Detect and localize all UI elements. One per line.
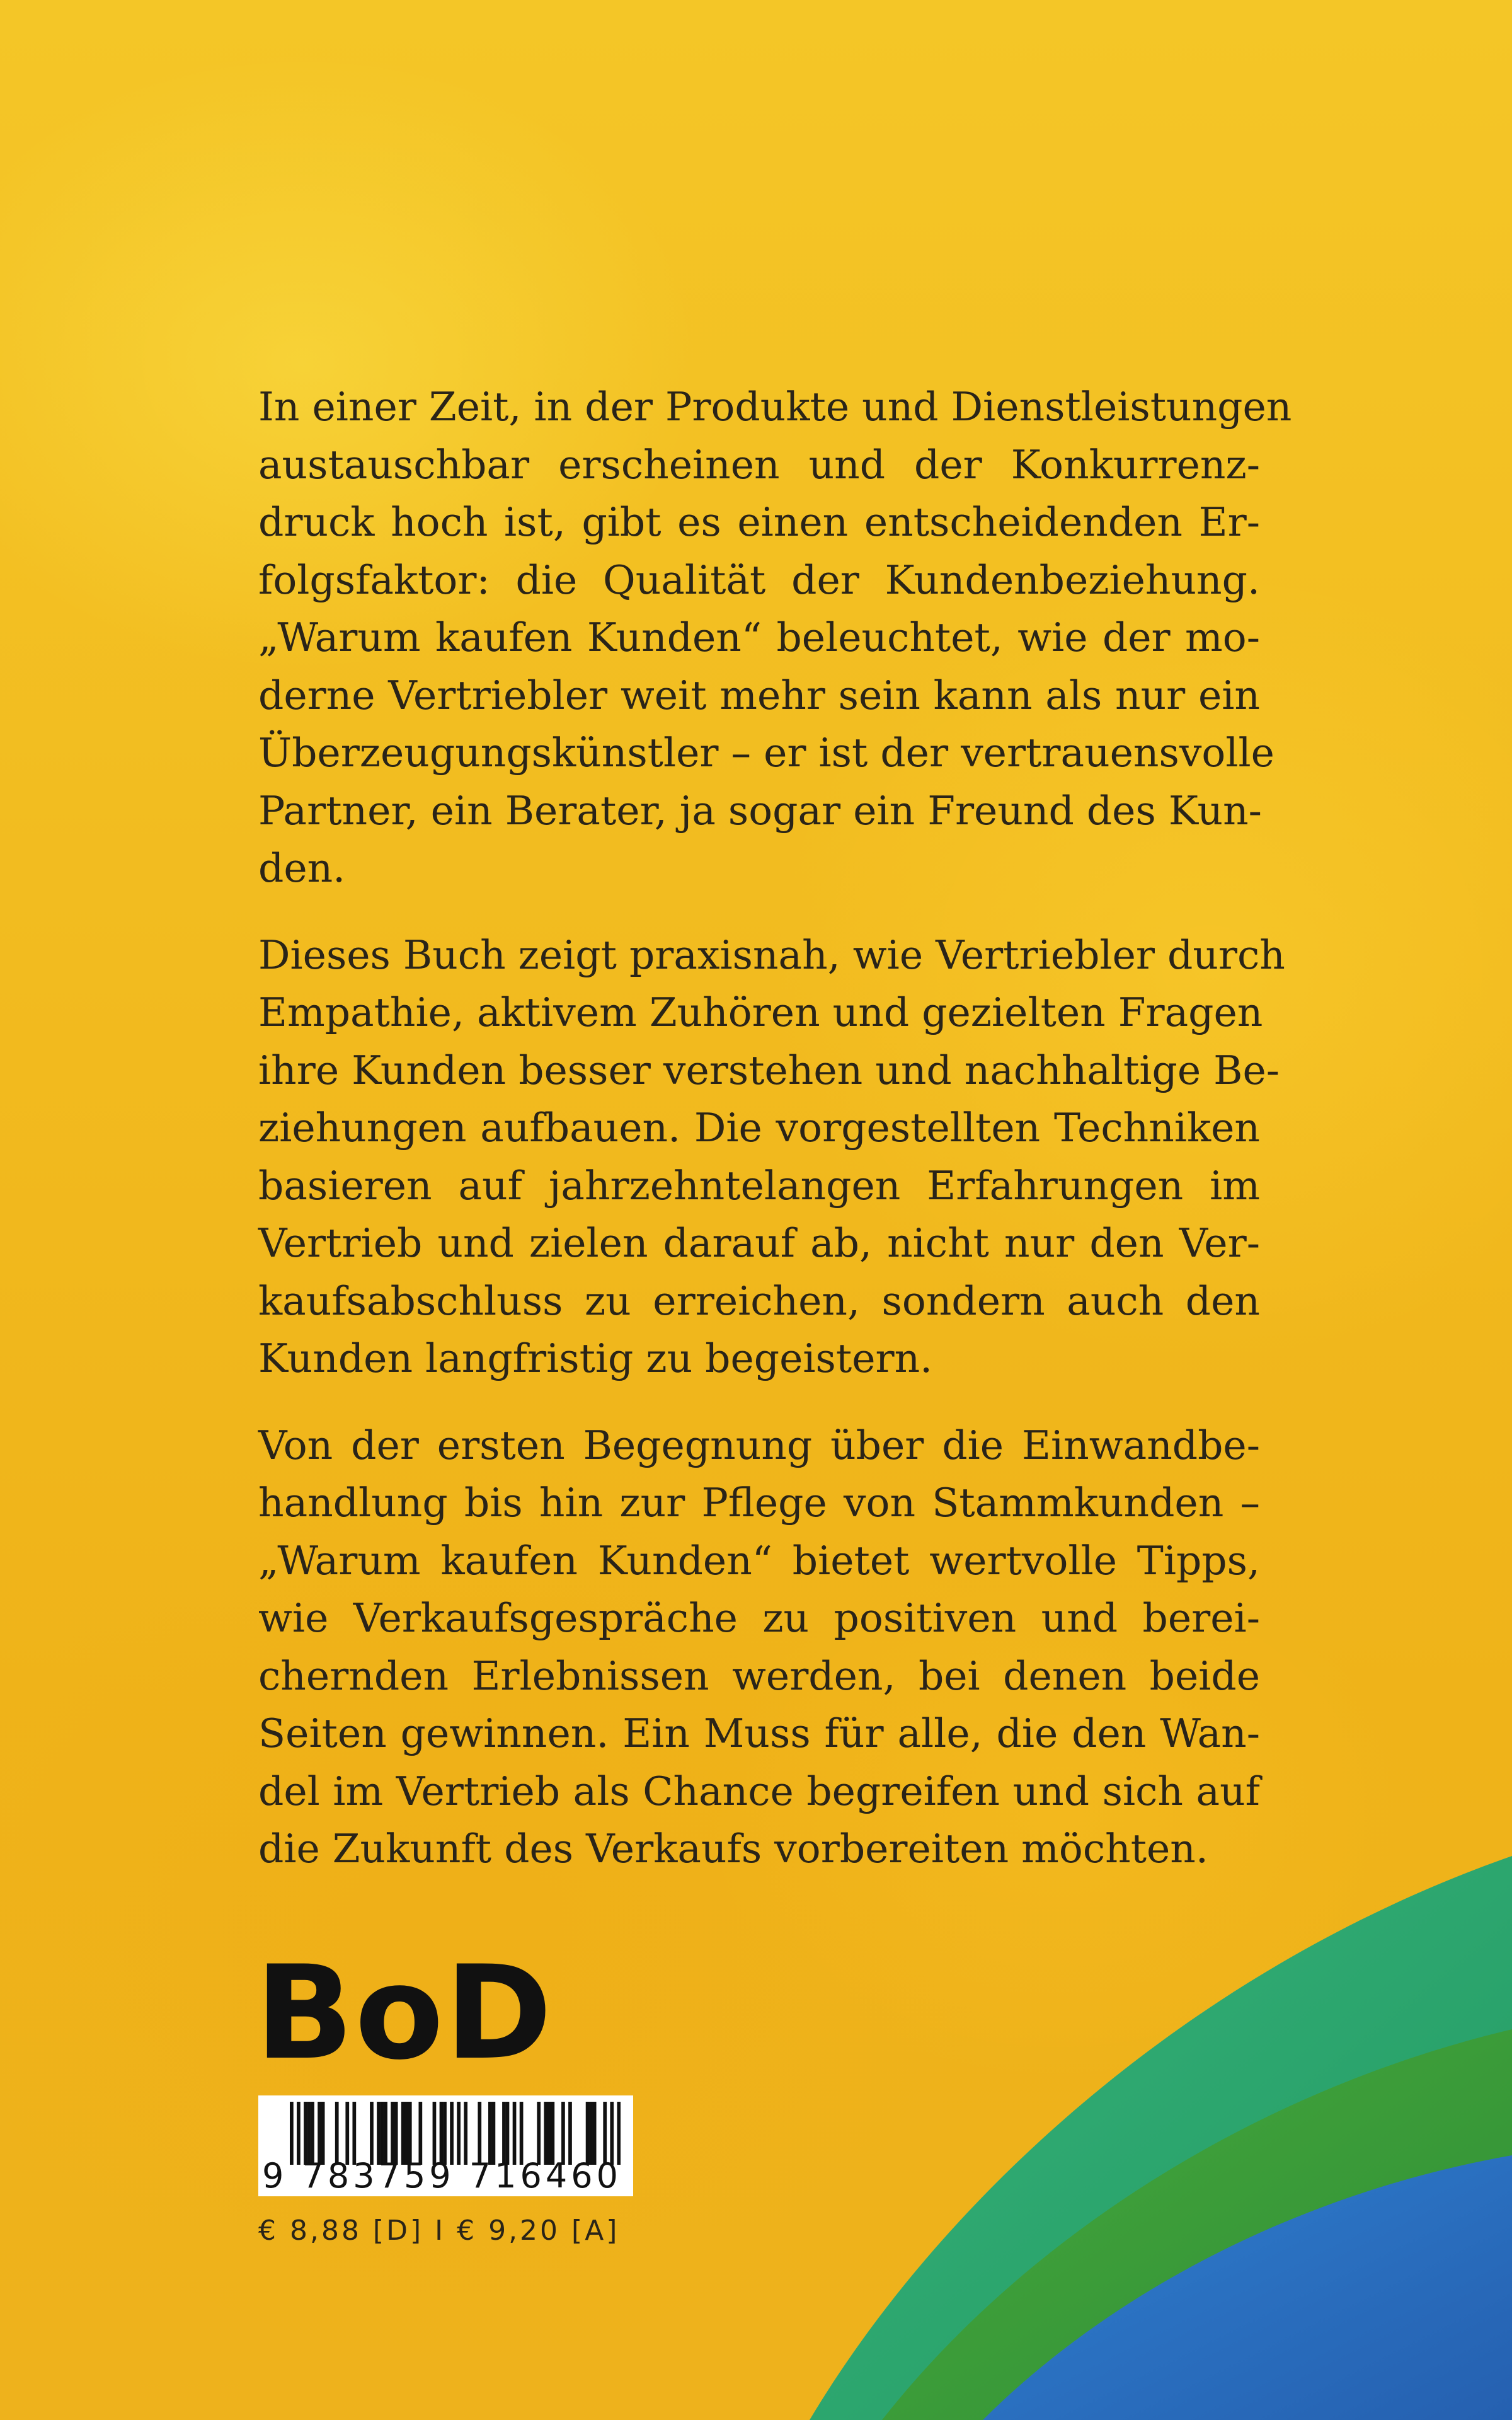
barcode-bar <box>593 2102 597 2165</box>
price-label: € 8,88 [D] I € 9,20 [A] <box>258 2215 620 2247</box>
barcode-bar <box>321 2102 325 2165</box>
barcode-bar <box>443 2102 447 2165</box>
blurb-line: kaufsabschluss zu erreichen, sondern auch den <box>258 1277 1260 1324</box>
blurb-line: Empathie, aktivem Zuhören und gezielten Fragen <box>258 989 1263 1035</box>
barcode-bar <box>307 2102 311 2165</box>
barcode-bar <box>488 2102 492 2165</box>
barcode-bar <box>352 2102 356 2165</box>
blurb-line: chernden Erlebnissen werden, bei denen beide <box>258 1652 1260 1699</box>
barcode-bar <box>478 2102 481 2165</box>
barcode-bar <box>561 2102 565 2165</box>
blurb-line: ziehungen aufbauen. Die vorgestellten Techniken <box>258 1105 1260 1151</box>
barcode-bar <box>335 2102 339 2165</box>
barcode-bar <box>586 2102 590 2165</box>
blurb-line: basieren auf jahrzehntelangen Erfahrungen im <box>258 1162 1260 1209</box>
barcode-bar <box>391 2102 394 2165</box>
barcode-bar <box>544 2102 547 2165</box>
barcode-bar <box>377 2102 381 2165</box>
barcode-bar <box>440 2102 444 2165</box>
blurb-paragraph-3 <box>258 1417 1260 1878</box>
barcode-bar <box>370 2102 374 2165</box>
blurb-line: Von der ersten Begegnung über die Einwandbe- <box>258 1422 1260 1468</box>
barcode-bar <box>384 2102 387 2165</box>
blurb-paragraph-1 <box>258 378 1292 897</box>
barcode-bar <box>547 2102 551 2165</box>
blurb-line: „Warum kaufen Kunden“ bietet wertvolle Tipps, <box>258 1537 1260 1584</box>
barcode-bar <box>589 2102 593 2165</box>
blurb-line: „Warum kaufen Kunden“ beleuchtet, wie der mo- <box>258 614 1260 660</box>
blurb-line: del im Vertrieb als Chance begreifen und sich auf <box>258 1768 1260 1814</box>
barcode-bar <box>297 2102 301 2165</box>
barcode-bar <box>318 2102 321 2165</box>
barcode-bar <box>551 2102 554 2165</box>
isbn-number: 9 783759 716460 <box>262 2156 622 2196</box>
blurb-line: Vertrieb und zielen darauf ab, nicht nur den Ver- <box>258 1220 1260 1266</box>
barcode-bar <box>433 2102 437 2165</box>
blurb-line: Überzeugungskünstler – er ist der vertrauensvolle <box>258 730 1274 776</box>
barcode-bar <box>408 2102 412 2165</box>
barcode-bar <box>311 2102 314 2165</box>
blurb-line: Dieses Buch zeigt praxisnah, wie Vertriebler durch <box>258 931 1285 978</box>
barcode-bar <box>418 2102 422 2165</box>
blurb-line: den. <box>258 845 346 891</box>
barcode-bar <box>381 2102 384 2165</box>
isbn-barcode <box>258 2095 633 2196</box>
barcode-bar <box>506 2102 510 2165</box>
barcode-bar <box>345 2102 349 2165</box>
blurb-line: wie Verkaufsgespräche zu positiven und berei- <box>258 1595 1260 1641</box>
blurb-paragraph-2 <box>258 926 1285 1388</box>
blurb-line: Seiten gewinnen. Ein Muss für alle, die den Wan- <box>258 1710 1260 1756</box>
blurb-line: Kunden langfristig zu begeistern. <box>258 1335 933 1381</box>
barcode-bar <box>492 2102 496 2165</box>
blurb-line: derne Vertriebler weit mehr sein kann als nur ein <box>258 672 1260 718</box>
barcode-bar <box>290 2102 294 2165</box>
blurb-line: In einer Zeit, in der Produkte und Dienstleistungen <box>258 384 1292 430</box>
blurb-text <box>258 378 1292 1907</box>
blurb-line: druck hoch ist, gibt es einen entscheidenden Er- <box>258 499 1260 545</box>
barcode-bar <box>537 2102 541 2165</box>
publisher-logo: BoD <box>255 1939 554 2089</box>
barcode-bar <box>304 2102 307 2165</box>
barcode-bar <box>513 2102 517 2165</box>
blurb-line: Partner, ein Berater, ja sogar ein Freund des Kun- <box>258 787 1262 834</box>
barcode-bar <box>568 2102 572 2165</box>
blurb-line: die Zukunft des Verkaufs vorbereiten möchten. <box>258 1826 1208 1872</box>
barcode-bar <box>603 2102 607 2165</box>
barcode-bar <box>520 2102 524 2165</box>
blurb-line: ihre Kunden besser verstehen und nachhaltige Be- <box>258 1047 1280 1093</box>
barcode-bars <box>290 2102 621 2165</box>
barcode-bar <box>457 2102 461 2165</box>
barcode-bar <box>401 2102 405 2165</box>
barcode-bar <box>450 2102 454 2165</box>
barcode-bar <box>464 2102 467 2165</box>
barcode-bar <box>502 2102 506 2165</box>
barcode-bar <box>394 2102 398 2165</box>
blurb-line: folgsfaktor: die Qualität der Kundenbeziehung. <box>258 556 1260 603</box>
barcode-bar <box>404 2102 408 2165</box>
barcode-bar <box>617 2102 621 2165</box>
blurb-line: handlung bis hin zur Pflege von Stammkunden – <box>258 1480 1260 1526</box>
blurb-line: austauschbar erscheinen und der Konkurrenz- <box>258 441 1260 488</box>
barcode-bar <box>610 2102 614 2165</box>
